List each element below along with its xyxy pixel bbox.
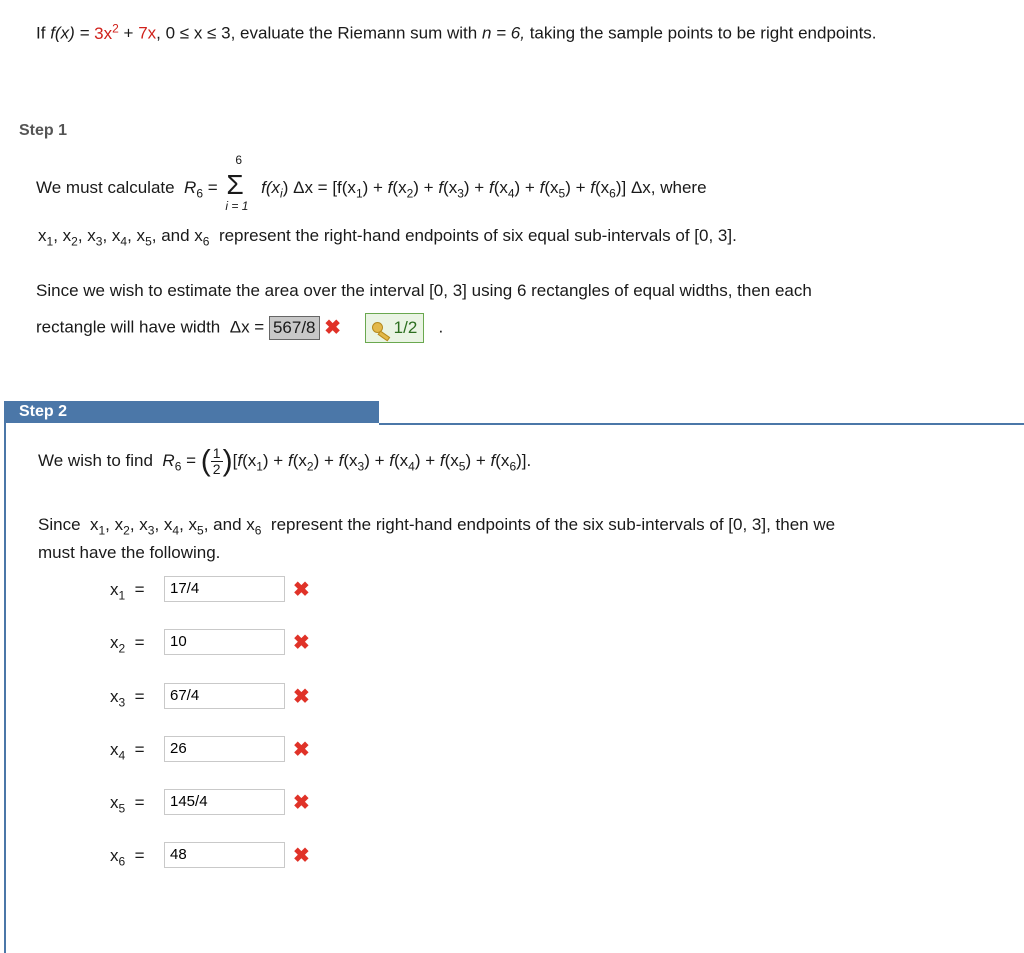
x-mark-icon: ✖ <box>293 579 310 601</box>
step2-header: Step 2 <box>4 401 379 423</box>
step2-left-border <box>4 423 6 953</box>
fraction-half: $\frac{1}{2}$ <box>212 445 221 477</box>
q-plus: + <box>123 23 134 43</box>
x6-input[interactable] <box>164 842 285 868</box>
step2-para-line2: must have the following. <box>38 543 221 562</box>
question-text <box>36 15 996 47</box>
step1-vars-line: $x_1$, $x_2$, $x_3$, $x_4$, $x_5$, and $x_6$ represent the right-hand endpoints of six equal sub-intervals of [0, 3]. <box>38 226 737 249</box>
q-f-lhs: f(x) = <box>50 23 90 43</box>
step2-para-line1: Since $x_1$, $x_2$, $x_3$, $x_4$, $x_5$, and $x_6$ represent the right-hand endpoints of the six sub-intervals of [0, 3], then we <box>38 515 836 538</box>
hint-answer[interactable]: 1/2 <box>365 313 425 343</box>
q-if: If <box>36 23 46 43</box>
x1-input[interactable] <box>164 576 285 602</box>
x4-input[interactable] <box>164 736 285 762</box>
q-term2: 7x <box>138 23 157 43</box>
step1-label: Step 1 <box>19 122 68 139</box>
x-mark-icon: ✖ <box>293 792 310 814</box>
x-mark-icon: ✖ <box>293 739 310 761</box>
sigma-symbol: 6 Σ i = 1 <box>225 152 249 213</box>
q-rest2: taking the sample points to be right endpoints. <box>529 23 877 43</box>
step2-divider <box>379 423 1024 425</box>
key-icon <box>372 321 390 337</box>
q-rest: evaluate the Riemann sum with <box>240 23 478 43</box>
step2-find-line: We wish to find $R_6$ = ( $\frac{1}{2}$ )$[f(x_1) + f(x_2) + f(x_3) + f(x_4) + f(x_5) + f(x_6)]$. <box>38 444 532 478</box>
x5-input[interactable] <box>164 789 285 815</box>
step1-para2-line2: rectangle will have width Δx = 567/8 ✖ 1/2 . <box>36 313 443 343</box>
dx-answer-field[interactable]: 567/8 <box>269 316 320 340</box>
x-mark-icon: ✖ <box>324 317 342 339</box>
q-domain: , 0 ≤ x ≤ 3, <box>156 23 236 43</box>
x-mark-icon: ✖ <box>293 632 310 654</box>
step1-sum-line: We must calculate $R_6$ = 6 Σ i = 1 $f(x_i) \Delta x = [f(x_1) + f(x_2) + f(x_3) + f(x_4) + f(x_5) + f(x_6)]$ Δx, where <box>36 152 707 213</box>
x3-input[interactable] <box>164 683 285 709</box>
q-term1: $3x^2$ <box>94 21 119 43</box>
x2-input[interactable] <box>164 629 285 655</box>
x-mark-icon: ✖ <box>293 686 310 708</box>
q-n: n = 6, <box>481 23 525 43</box>
x-mark-icon: ✖ <box>293 845 310 867</box>
step1-para2-line1: Since we wish to estimate the area over the interval [0, 3] using 6 rectangles of equal widths, then each <box>36 281 812 300</box>
